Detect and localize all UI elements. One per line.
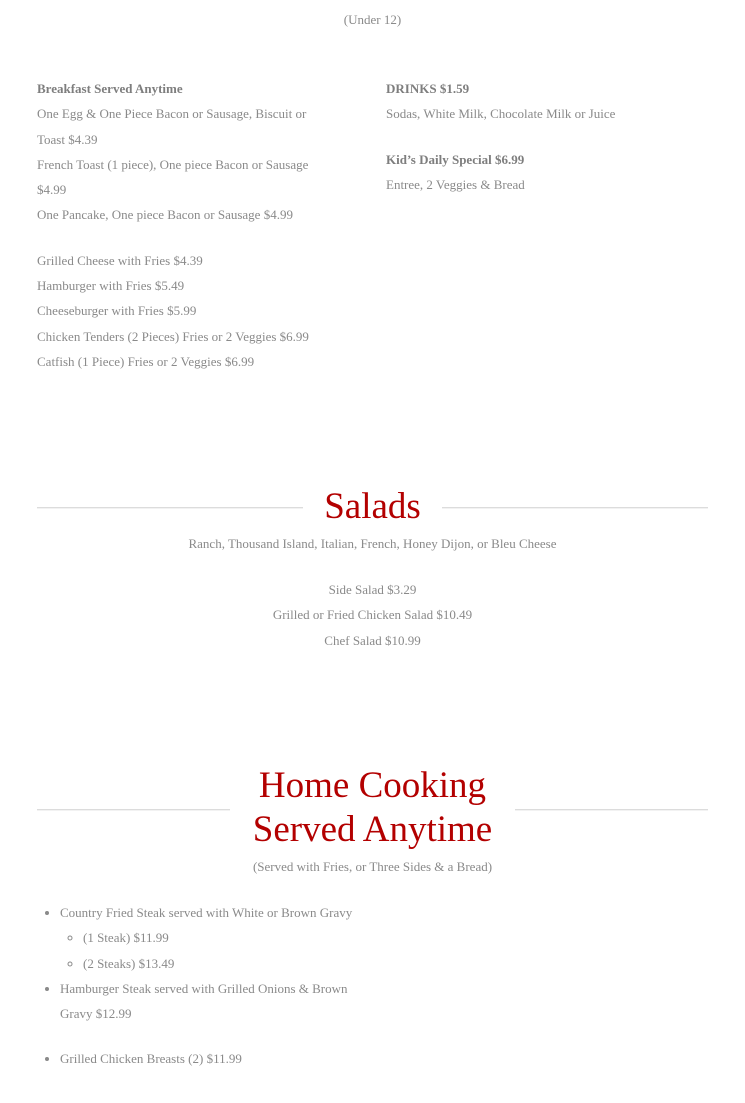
list-item <box>60 900 360 976</box>
left-column <box>37 76 347 374</box>
kids-special-heading: Kid’s Daily Special $6.99 <box>386 151 525 167</box>
list-item <box>60 976 360 1027</box>
drinks-text: Sodas, White Milk, Chocolate Milk or Juice <box>386 106 616 122</box>
breakfast-item-line: One Pancake, One piece Bacon or Sausage $4.99 <box>37 207 293 223</box>
salads-title: Salads <box>324 486 421 527</box>
salad-item: Chef Salad $10.99 <box>324 632 421 648</box>
right-column <box>386 76 706 197</box>
home-cooking-title-line2: Served Anytime <box>252 809 493 850</box>
salad-dressings: Ranch, Thousand Island, Italian, French, Honey Dijon, or Bleu Cheese <box>188 536 557 551</box>
home-cooking-title-line1: Home Cooking <box>258 765 487 806</box>
kids-menu-item: Cheeseburger with Fries $5.99 <box>37 303 197 319</box>
sub-list-item: ◦ (2 Steaks) $13.49 <box>83 951 360 976</box>
home-cooking-list <box>37 900 360 1072</box>
list-item-text: Country Fried Steak served with White or Brown Gravy <box>60 905 353 920</box>
breakfast-heading: Breakfast Served Anytime <box>37 81 183 96</box>
salad-item: Grilled or Fried Chicken Salad $10.49 <box>272 607 473 623</box>
breakfast-item-line: $4.99 <box>37 182 67 198</box>
kids-special-text: Entree, 2 Veggies & Bread <box>386 176 525 192</box>
drinks-heading: DRINKS $1.59 <box>386 81 470 96</box>
home-cooking-subtitle: (Served with Fries, or Three Sides & a Bread) <box>252 859 493 874</box>
home-cooking-title <box>0 764 745 852</box>
breakfast-item-line: Toast $4.39 <box>37 131 98 147</box>
kids-menu-item: Grilled Cheese with Fries $4.39 <box>37 252 203 268</box>
list-item-text: Hamburger Steak served with Grilled Onions & Brown Gravy $12.99 <box>60 980 348 1022</box>
kids-menu-item: Hamburger with Fries $5.49 <box>37 278 185 294</box>
list-item-text: Grilled Chicken Breasts (2) $11.99 <box>60 1051 242 1067</box>
sub-list <box>60 925 360 976</box>
list-item <box>60 1046 360 1071</box>
breakfast-item-line: One Egg & One Piece Bacon or Sausage, Biscuit or <box>37 106 307 122</box>
breakfast-item-line: French Toast (1 piece), One piece Bacon or Sausage <box>37 156 309 172</box>
kids-menu-subtitle: (Under 12) <box>343 12 402 27</box>
kids-menu-item: Catfish (1 Piece) Fries or 2 Veggies $6.99 <box>37 353 255 369</box>
salad-item: Side Salad $3.29 <box>328 582 417 597</box>
kids-menu-item: Chicken Tenders (2 Pieces) Fries or 2 Veggies $6.99 <box>37 328 309 344</box>
sub-list-item: ◦ (1 Steak) $11.99 <box>83 925 360 950</box>
salad-list <box>0 577 745 653</box>
